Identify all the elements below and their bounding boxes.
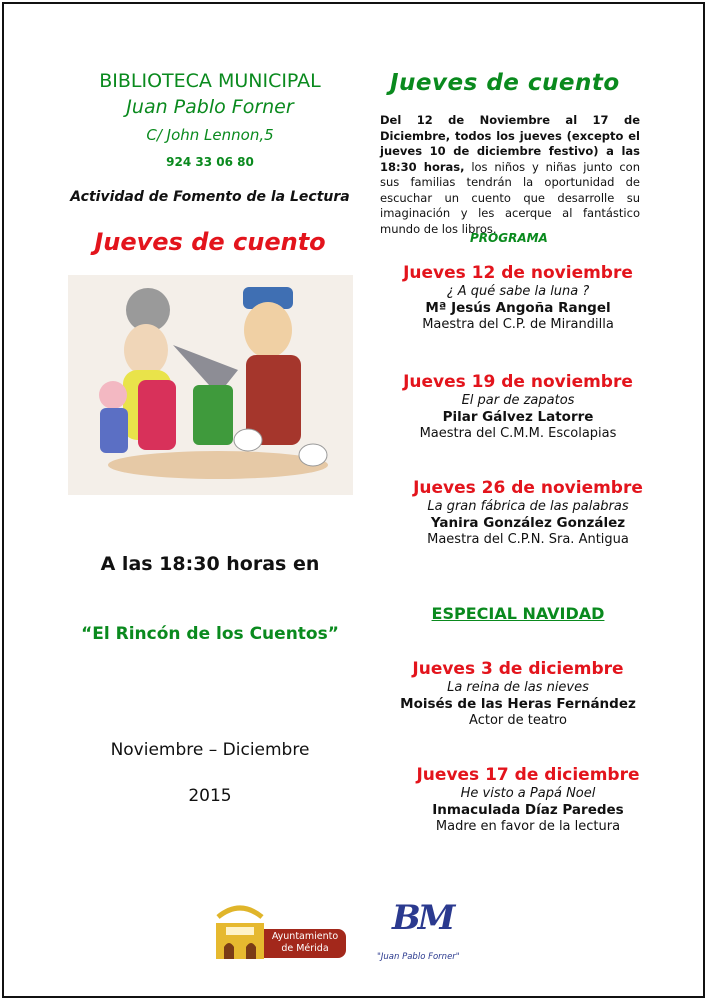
session-storyteller: Moisés de las Heras Fernández <box>400 696 636 712</box>
venue-label: “El Rincón de los Cuentos” <box>81 624 339 644</box>
session-storyteller: Yanira González González <box>430 515 626 531</box>
ayuntamiento-line2: de Mérida <box>281 943 329 954</box>
session-2 <box>370 372 666 441</box>
session-1 <box>370 263 666 332</box>
special-session-2 <box>380 765 676 834</box>
session-3 <box>380 478 676 547</box>
months-label: Noviembre – Diciembre <box>110 740 310 760</box>
year-label: 2015 <box>188 786 232 806</box>
library-phone: 924 33 06 80 <box>166 155 254 169</box>
library-subname: Juan Pablo Forner <box>126 96 294 118</box>
session-storyteller: Inmaculada Díaz Paredes <box>432 802 624 818</box>
special-christmas-label: ESPECIAL NAVIDAD <box>431 604 605 623</box>
session-date: Jueves 3 de diciembre <box>412 659 624 679</box>
special-session-1 <box>370 659 666 728</box>
session-story: ¿ A qué sabe la luna ? <box>446 284 590 299</box>
session-story: La reina de las nieves <box>447 680 589 695</box>
time-label: A las 18:30 horas en <box>100 553 320 575</box>
session-date: Jueves 17 de diciembre <box>416 765 640 785</box>
right-title: Jueves de cuento <box>390 70 620 96</box>
session-role: Madre en favor de la lectura <box>435 819 621 834</box>
session-story: He visto a Papá Noel <box>460 786 596 801</box>
library-address: C/ John Lennon,5 <box>146 126 274 144</box>
session-storyteller: Mª Jesús Angoña Rangel <box>425 300 611 316</box>
intro-paragraph <box>380 113 640 237</box>
session-storyteller: Pilar Gálvez Latorre <box>442 409 594 425</box>
biblioteca-bm-logo <box>372 898 467 968</box>
intro-bold: Del 12 de Noviembre al 17 de Diciembre, todos los jueves (excepto el jueves 10 de diciembre festivo) a las 18:30 horas, <box>380 113 640 174</box>
session-story: El par de zapatos <box>461 393 575 408</box>
session-role: Maestra del C.P. de Mirandilla <box>422 317 614 332</box>
session-role: Actor de teatro <box>469 713 567 728</box>
storytelling-illustration <box>68 275 353 495</box>
library-name: BIBLIOTECA MUNICIPAL <box>99 70 321 92</box>
session-date: Jueves 12 de noviembre <box>403 263 633 283</box>
ayuntamiento-merida-logo <box>214 905 348 960</box>
program-label: PROGRAMA <box>470 231 548 245</box>
session-date: Jueves 19 de noviembre <box>403 372 633 392</box>
bm-letters: BM <box>392 898 453 938</box>
session-date: Jueves 26 de noviembre <box>413 478 643 498</box>
merida-arch-icon <box>214 905 266 960</box>
poster-title: Jueves de cuento <box>94 228 326 256</box>
bm-caption: "Juan Pablo Forner" <box>377 952 460 962</box>
activity-label: Actividad de Fomento de la Lectura <box>70 189 350 205</box>
session-role: Maestra del C.M.M. Escolapias <box>419 426 617 441</box>
ayuntamiento-line1: Ayuntamiento <box>271 931 339 942</box>
session-role: Maestra del C.P.N. Sra. Antigua <box>427 532 629 547</box>
session-story: La gran fábrica de las palabras <box>427 499 629 514</box>
intro-rest: los niños y niñas junto con sus familias tendrán la oportunidad de escuchar un cuento que desarrolle su imaginación y les acerque al fantástico mundo de los libros. <box>380 159 641 236</box>
